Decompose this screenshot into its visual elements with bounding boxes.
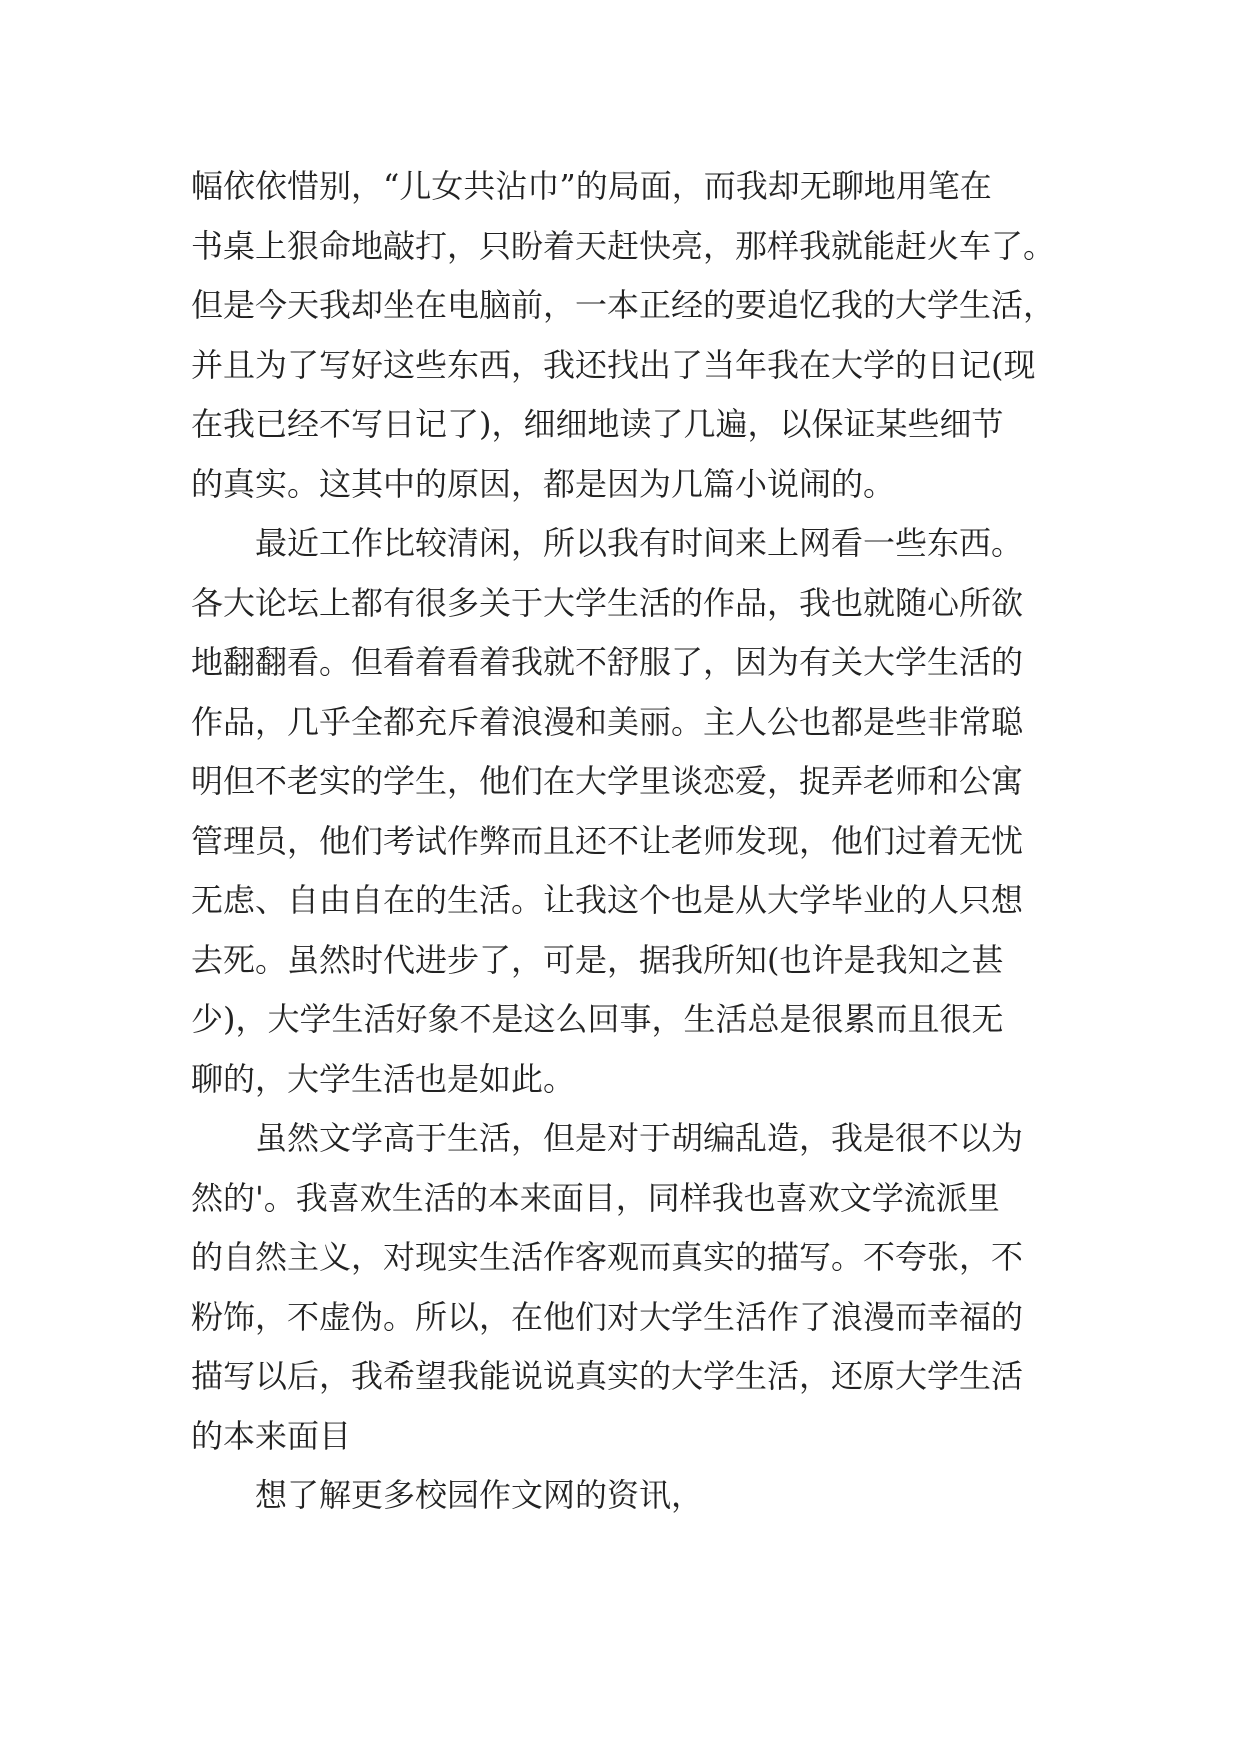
text-line: 想了解更多校园作文网的资讯， <box>255 1476 704 1514</box>
text-line: 地翻翻看。但看着看着我就不舒服了，因为有关大学生活的 <box>191 643 1024 681</box>
text-line: 的本来面目 <box>191 1416 352 1455</box>
text-line: 粉饰，不虚伪。所以，在他们对大学生活作了浪漫而幸福的 <box>191 1297 1024 1336</box>
text-line: 最近工作比较清闲，所以我有时间来上网看一些东西。 <box>255 524 1024 562</box>
text-line: 各大论坛上都有很多关于大学生活的作品，我也就随心所欲 <box>191 583 1024 622</box>
text-line: 少)，大学生活好象不是这么回事，生活总是很累而且很无 <box>191 1000 1004 1038</box>
text-line: 的自然主义，对现实生活作客观而真实的描写。不夸张，不 <box>191 1238 1024 1276</box>
text-line: 无虑、自由自在的生活。让我这个也是从大学毕业的人只想 <box>191 881 1024 919</box>
text-line: 作品，几乎全都充斥着浪漫和美丽。主人公也都是些非常聪 <box>191 702 1024 741</box>
text-line: 然的'。我喜欢生活的本来面目，同样我也喜欢文学流派里 <box>191 1178 1000 1217</box>
text-line: 书桌上狠命地敲打，只盼着天赶快亮，那样我就能赶火车了。 <box>191 226 1056 265</box>
text-line: 虽然文学高于生活，但是对于胡编乱造，我是很不以为 <box>255 1119 1024 1157</box>
document-body <box>191 157 1091 1526</box>
text-line: 描写以后，我希望我能说说真实的大学生活，还原大学生活 <box>191 1357 1024 1395</box>
text-line: 在我已经不写日记了)，细细地读了几遍，以保证某些细节 <box>191 405 1004 443</box>
paragraph <box>191 514 1091 1109</box>
text-line: 管理员，他们考试作弊而且还不让老师发现，他们过着无忧 <box>191 821 1024 860</box>
text-line: 明但不老实的学生，他们在大学里谈恋爱，捉弄老师和公寓 <box>191 762 1024 800</box>
text-line: 聊的，大学生活也是如此。 <box>191 1059 576 1098</box>
text-line: 幅依依惜别，“儿女共沾巾”的局面，而我却无聊地用笔在 <box>191 167 992 205</box>
text-line: 去死。虽然时代进步了，可是，据我所知(也许是我知之甚 <box>191 940 1004 979</box>
paragraph <box>191 1466 1091 1526</box>
text-line: 但是今天我却坐在电脑前，一本正经的要追忆我的大学生活， <box>191 286 1056 324</box>
text-line: 的真实。这其中的原因，都是因为几篇小说闹的。 <box>191 464 896 503</box>
text-line: 并且为了写好这些东西，我还找出了当年我在大学的日记(现 <box>191 345 1036 384</box>
paragraph <box>191 157 1091 514</box>
paragraph <box>191 1109 1091 1466</box>
